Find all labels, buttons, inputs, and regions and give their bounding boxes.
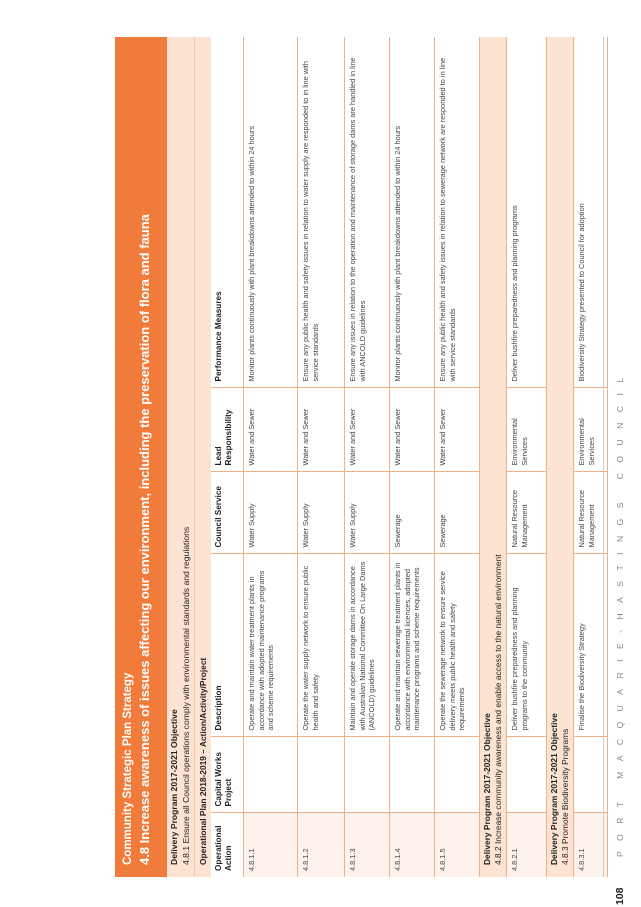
cell-service: Water Supply [345,472,390,554]
cell-action: 4.8.2.1 [507,813,547,877]
cell-description: Operate and maintain water treatment plants in accordance with adopted maintenance programs and scheme requirements [244,554,298,737]
objective-band-cell [480,37,507,877]
objective-band-482 [480,37,507,877]
actions-table [211,37,608,877]
table-row [435,37,480,877]
cell-action: 4.8.1.4 [390,813,435,877]
page-number: 108 [614,887,626,905]
objective-band-cell [547,37,574,877]
cell-measures: Ensure any public health and safety issues in relation to sewerage network are responded to in line with service standards [435,37,480,388]
cell-service: Sewerage [435,472,480,554]
cell-service: Water Supply [244,472,298,554]
table-row [244,37,298,877]
cell-measures: Biodiversity Strategy presented to Council for adoption [574,37,608,388]
objective-band-483 [547,37,574,877]
cell-action: 4.8.1.2 [298,813,345,877]
cell-description: Maintain and operate storage dams in accordance with Australian National Committee On Large Dams (ANCOLD) guidelines [345,554,390,737]
cell-action: 4.8.3.1 [574,813,608,877]
cell-lead: Water and Sewer [345,388,390,472]
cell-measures: Monitor plants continuously with plant breakdowns attended to within 24 hours [244,37,298,388]
cell-action: 4.8.1.3 [345,813,390,877]
cell-description: Operate and maintain sewerage treatment plants in accordance with environmental licences, adopted maintenance programs and scheme requirements [390,554,435,737]
objective-text: 4.8.3 Promote Biodiversity Programs [560,728,570,865]
cell-description: Operate the sewerage network to ensure service delivery meets public health and safety requirements [435,554,480,737]
cell-capital [390,737,435,813]
banner-strategy: 4.8 Increase awareness of issues affecting our environment, including the preservation of flora and fauna [137,214,152,865]
cell-measures: Ensure any public health and safety issues in relation to water supply are responded to in line with service standards [298,37,345,388]
col-header-measures: Performance Measures [211,37,244,388]
strategy-banner [115,37,167,877]
page-footer [608,205,632,905]
col-header-description: Description [211,554,244,737]
cell-lead: Water and Sewer [244,388,298,472]
cell-capital [507,737,547,813]
objective-text: 4.8.2 Increase community awareness and enable access to the natural environment [493,554,503,865]
cell-measures: Deliver bushfire preparedness and planning programs [507,37,547,388]
cell-capital [244,737,298,813]
table-row [507,37,547,877]
operational-plan-heading: Operational Plan 2018-2019 – Action/Activity/Project [194,37,211,877]
objective-text: 4.8.1 Ensure all Council operations comply with environmental standards and regulations [181,526,191,865]
objective-title: Delivery Program 2017-2021 Objective [169,709,179,865]
cell-description: Operate the water supply network to ensure public health and safety [298,554,345,737]
cell-lead: Water and Sewer [435,388,480,472]
col-header-lead: Lead Responsibility [211,388,244,472]
objective-title: Delivery Program 2017-2021 Objective [482,713,492,865]
banner-title: Community Strategic Plan Strategy [122,672,134,865]
cell-capital [345,737,390,813]
cell-measures: Monitor plants continuously with plant breakdowns attended to within 24 hours [390,37,435,388]
council-name: PORT MACQUARIE-HASTINGS COUNCIL [615,367,625,857]
table-row [298,37,345,877]
col-header-capital: Capital Works Project [211,737,244,813]
table-header-row [211,37,244,877]
cell-lead: Water and Sewer [298,388,345,472]
footer-rule [603,37,604,877]
cell-service: Natural Resource Management [574,472,608,554]
cell-description: Finalise the Biodiversity Strategy [574,554,608,737]
cell-action: 4.8.1.5 [435,813,480,877]
cell-action: 4.8.1.1 [244,813,298,877]
col-header-action: Operational Action [211,813,244,877]
cell-lead: Water and Sewer [390,388,435,472]
table-row [345,37,390,877]
cell-service: Sewerage [390,472,435,554]
cell-capital [298,737,345,813]
cell-service: Natural Resource Management [507,472,547,554]
objective-block-481 [167,37,194,877]
table-row [390,37,435,877]
cell-measures: Ensure any issues in relation to the operation and maintenance of storage dams are handled in line with ANCOLD guidelines [345,37,390,388]
cell-service: Water Supply [298,472,345,554]
cell-lead: Environmental Services [507,388,547,472]
col-header-service: Council Service [211,472,244,554]
cell-capital [435,737,480,813]
cell-description: Deliver bushfire preparedness and planning programs to the community [507,554,547,737]
cell-lead: Environmental Services [574,388,608,472]
objective-title: Delivery Program 2017-2021 Objective [549,713,559,865]
